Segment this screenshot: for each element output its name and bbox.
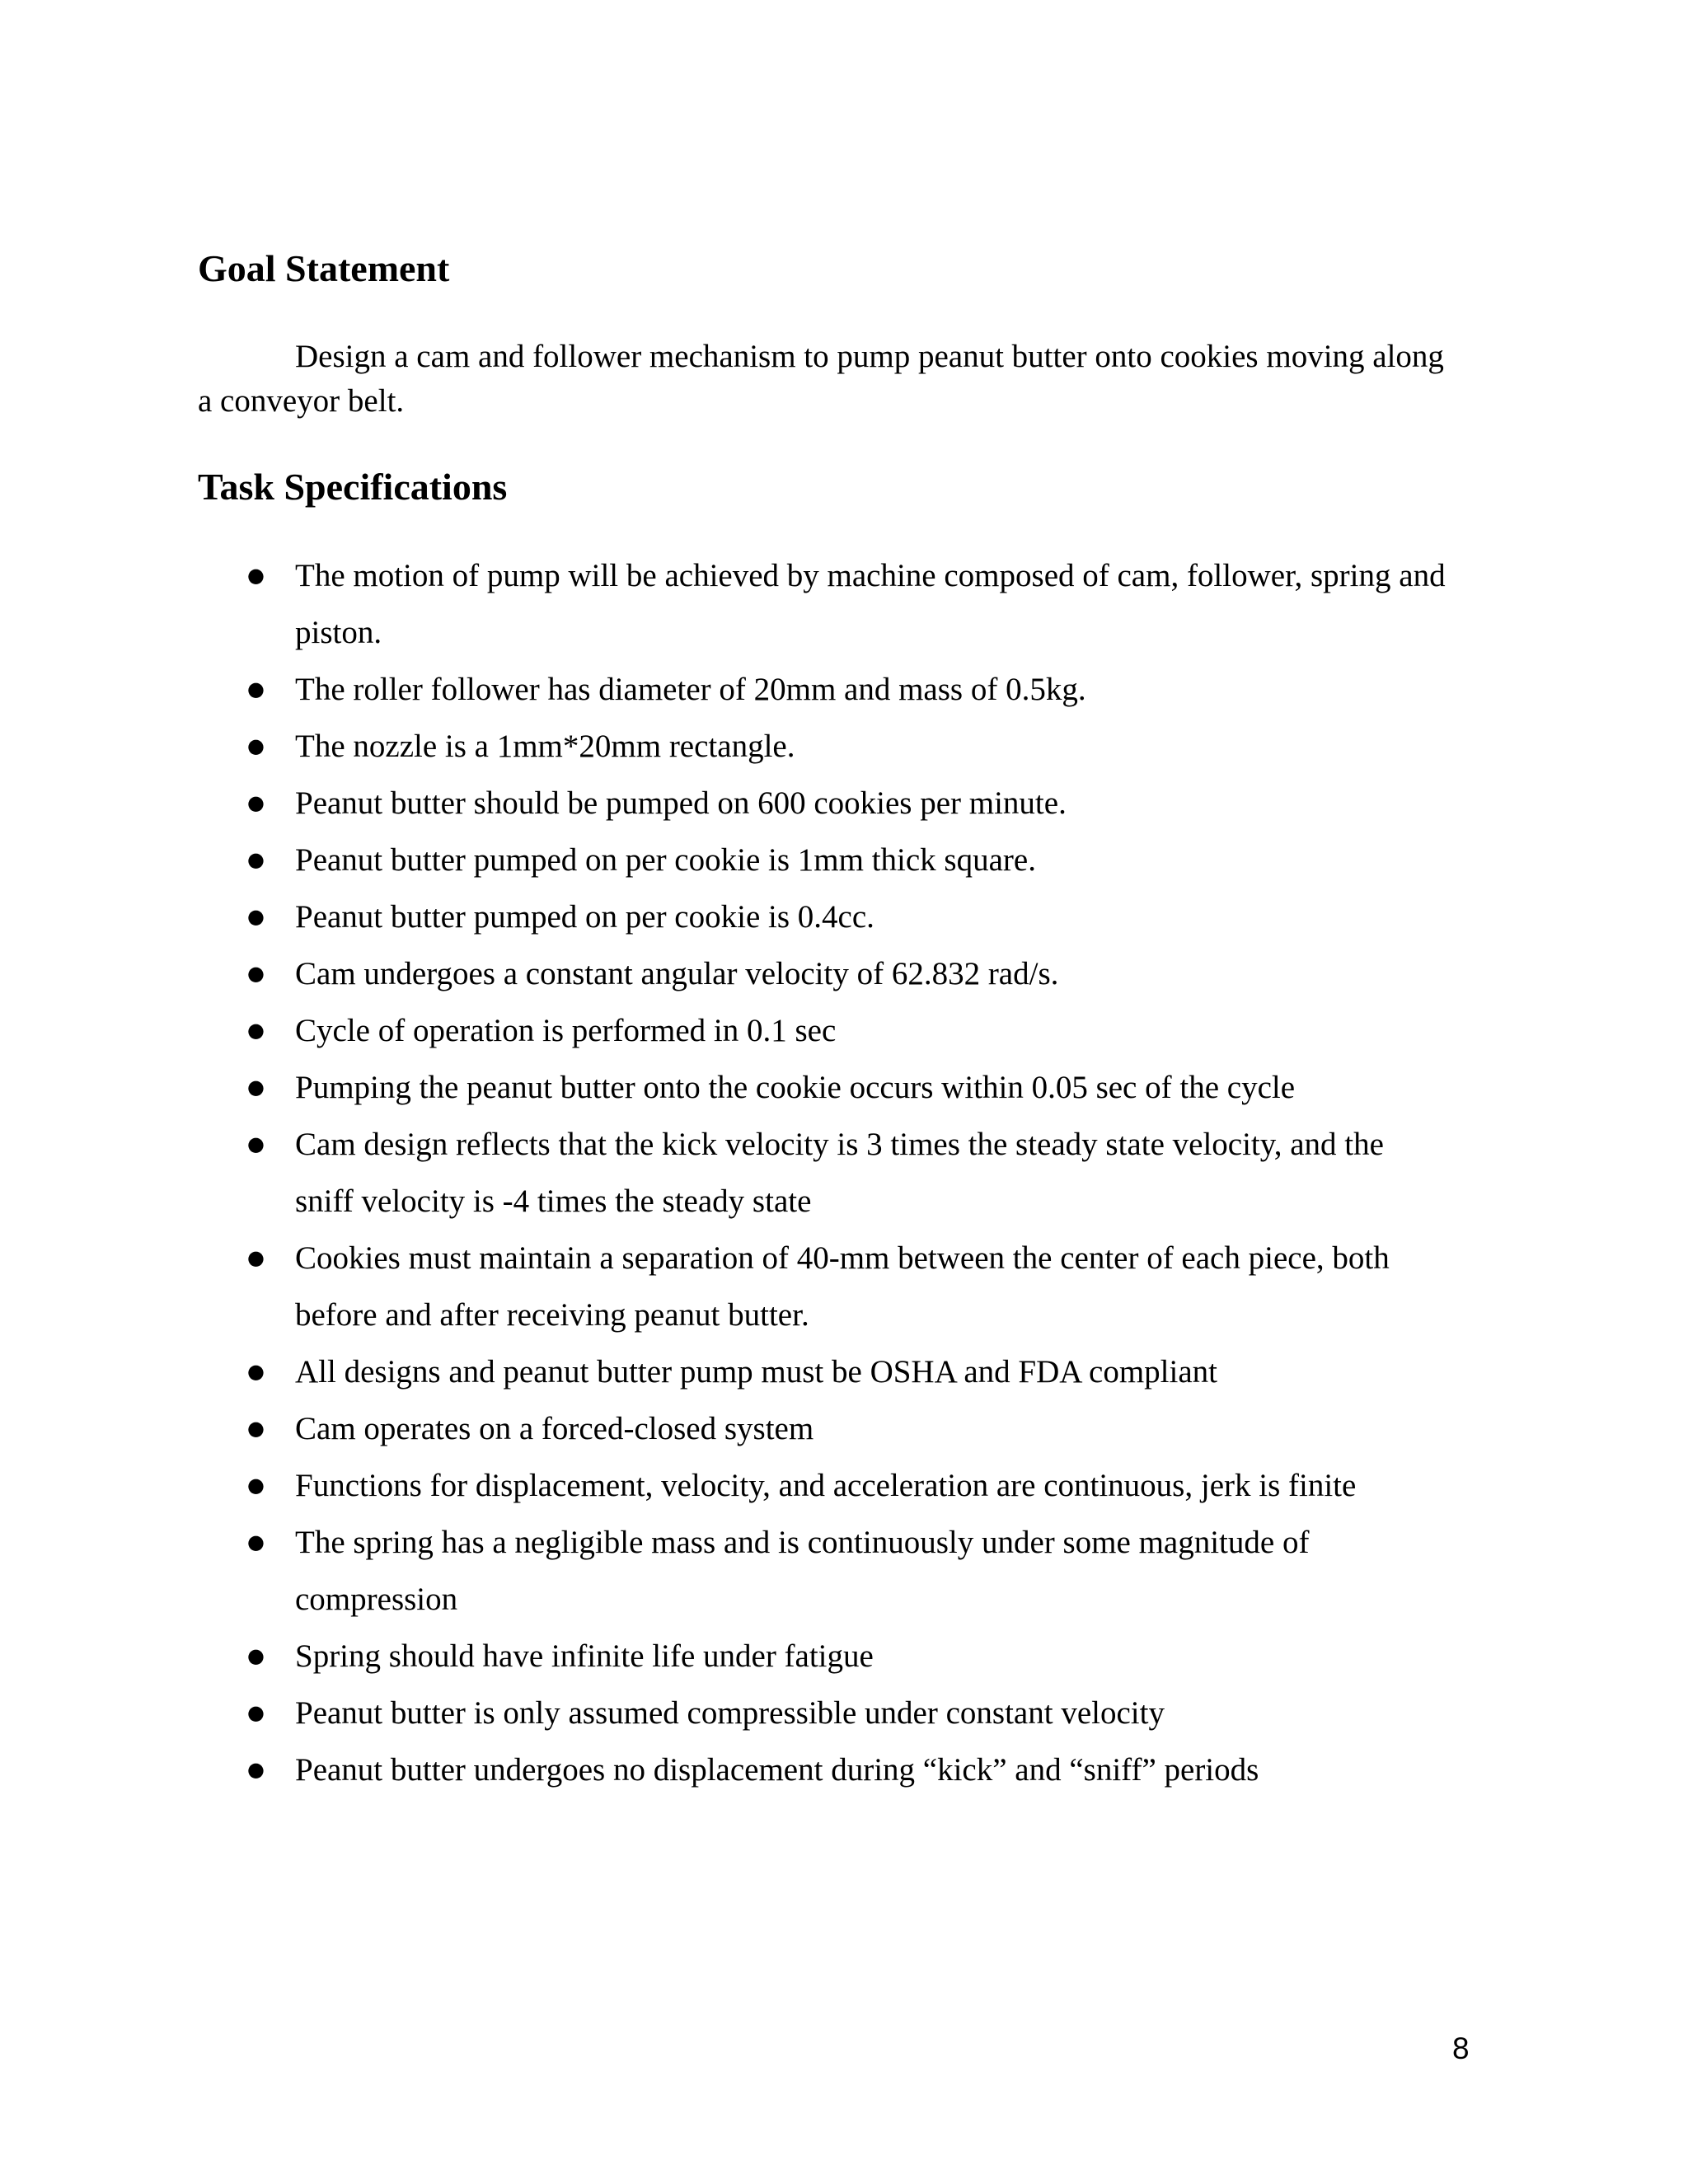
spec-text-line: piston. — [295, 615, 382, 650]
spec-text-line: compression — [295, 1582, 458, 1617]
bullet-icon: ● — [247, 1758, 265, 1781]
goal-statement-line: a conveyor belt. — [198, 383, 405, 419]
bullet-icon: ● — [247, 1701, 265, 1724]
spec-item — [198, 1685, 1517, 1741]
page-number: 8 — [1452, 2032, 1470, 2065]
goal-statement-line: Design a cam and follower mechanism to pump peanut butter onto cookies moving along — [295, 339, 1444, 374]
spec-item — [198, 1457, 1517, 1514]
bullet-icon: ● — [247, 1360, 265, 1383]
spec-text-line: Peanut butter undergoes no displacement during “kick” and “sniff” periods — [295, 1752, 1259, 1788]
spec-text-line: Peanut butter should be pumped on 600 cookies per minute. — [295, 785, 1067, 821]
spec-item — [198, 1343, 1517, 1400]
spec-item — [198, 888, 1517, 945]
spec-text-line: Cycle of operation is performed in 0.1 sec — [295, 1013, 837, 1048]
spec-item — [198, 1116, 1517, 1230]
bullet-icon: ● — [247, 1417, 265, 1440]
spec-text-line: The motion of pump will be achieved by machine composed of cam, follower, spring and — [295, 558, 1446, 593]
bullet-icon: ● — [247, 1644, 265, 1667]
bullet-icon: ● — [247, 1019, 265, 1042]
spec-item — [198, 547, 1517, 661]
spec-text-line: Spring should have infinite life under fatigue — [295, 1638, 874, 1674]
spec-item — [198, 1628, 1517, 1685]
bullet-icon: ● — [247, 1076, 265, 1099]
bullet-icon: ● — [247, 905, 265, 928]
spec-item — [198, 1059, 1517, 1116]
spec-text-line: before and after receiving peanut butter. — [295, 1297, 809, 1333]
bullet-icon: ● — [247, 734, 265, 757]
spec-text-line: Functions for displacement, velocity, and acceleration are continuous, jerk is finite — [295, 1468, 1357, 1503]
bullet-icon: ● — [247, 962, 265, 985]
spec-text-line: Cookies must maintain a separation of 40-mm between the center of each piece, both — [295, 1240, 1390, 1276]
bullet-icon: ● — [247, 677, 265, 701]
spec-text-line: Cam operates on a forced-closed system — [295, 1411, 814, 1446]
task-specifications-list — [198, 547, 1517, 1798]
task-specifications-heading: Task Specifications — [198, 466, 508, 508]
spec-text-line: Pumping the peanut butter onto the cookie occurs within 0.05 sec of the cycle — [295, 1070, 1296, 1105]
spec-text-line: Peanut butter pumped on per cookie is 0.4cc. — [295, 899, 874, 935]
spec-item — [198, 832, 1517, 888]
spec-item — [198, 1741, 1517, 1798]
spec-text-line: Peanut butter is only assumed compressible under constant velocity — [295, 1695, 1165, 1731]
spec-item — [198, 775, 1517, 832]
goal-statement-heading: Goal Statement — [198, 247, 450, 289]
spec-text-line: The spring has a negligible mass and is continuously under some magnitude of — [295, 1525, 1310, 1560]
spec-text-line: The roller follower has diameter of 20mm and mass of 0.5kg. — [295, 672, 1086, 707]
spec-text-line: The nozzle is a 1mm*20mm rectangle. — [295, 729, 795, 764]
bullet-icon: ● — [247, 1474, 265, 1497]
bullet-icon: ● — [247, 564, 265, 587]
spec-item — [198, 718, 1517, 775]
spec-item — [198, 1002, 1517, 1059]
spec-text-line: Cam design reflects that the kick velocity is 3 times the steady state velocity, and the — [295, 1127, 1384, 1162]
bullet-icon: ● — [247, 791, 265, 814]
spec-text-line: Peanut butter pumped on per cookie is 1mm thick square. — [295, 842, 1036, 878]
bullet-icon: ● — [247, 1132, 265, 1155]
bullet-icon: ● — [247, 848, 265, 871]
spec-item — [198, 661, 1517, 718]
spec-item — [198, 1400, 1517, 1457]
spec-item — [198, 1230, 1517, 1343]
spec-text-line: All designs and peanut butter pump must be OSHA and FDA compliant — [295, 1354, 1217, 1390]
bullet-icon: ● — [247, 1530, 265, 1554]
spec-item — [198, 1514, 1517, 1628]
spec-text-line: sniff velocity is -4 times the steady state — [295, 1183, 812, 1219]
spec-item — [198, 945, 1517, 1002]
bullet-icon: ● — [247, 1246, 265, 1269]
spec-text-line: Cam undergoes a constant angular velocity of 62.832 rad/s. — [295, 956, 1059, 991]
goal-statement-paragraph — [198, 335, 1484, 424]
